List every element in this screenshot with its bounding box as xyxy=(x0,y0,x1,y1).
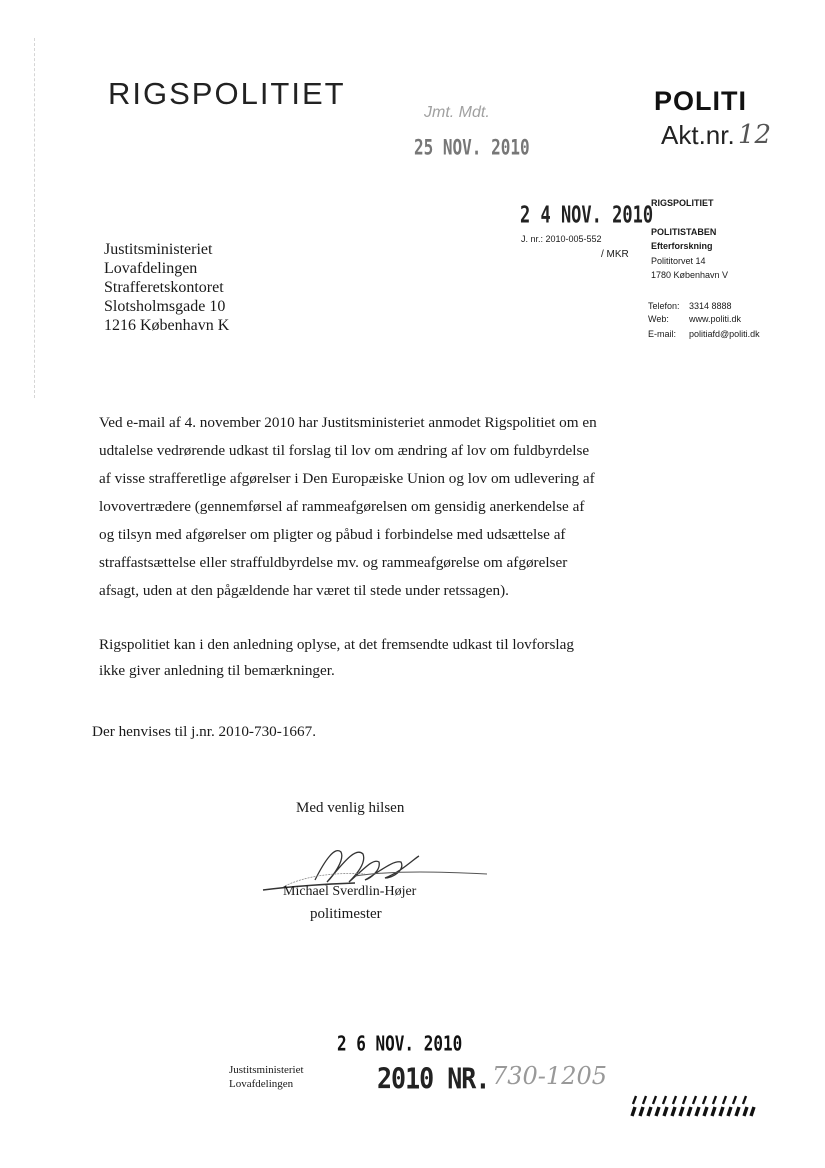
contact-email-value: politiafd@politi.dk xyxy=(689,329,760,339)
receipt-stamp-line: Lovafdelingen xyxy=(229,1078,294,1090)
stamp-number-handwritten: 730-1205 xyxy=(492,1062,607,1090)
sender-unit: Efterforskning xyxy=(651,241,713,251)
sender-dept: POLITISTABEN xyxy=(651,227,717,237)
letter-date-stamp: 2 4 NOV. 2010 xyxy=(520,202,654,229)
stamp-jmt: Jmt. Mdt. xyxy=(424,104,490,121)
recipient-line: Lovafdelingen xyxy=(104,260,198,277)
case-initials: / MKR xyxy=(601,249,629,260)
body-paragraph-1-line: udtalelse vedrørende udkast til forslag til lov om ændring af lov om fuldbyrdelse xyxy=(99,442,590,459)
closing-greeting: Med venlig hilsen xyxy=(296,800,405,816)
recipient-line: 1216 København K xyxy=(104,317,230,334)
body-paragraph-1-line: lovovertrædere (gennemførsel af rammeafgørelsen om gensidig anerkendelse af xyxy=(99,498,585,515)
stamp-receipt-date: 2 6 NOV. 2010 xyxy=(337,1031,463,1056)
journal-number: J. nr.: 2010-005-552 xyxy=(521,234,602,244)
body-paragraph-1-line: afsagt, uden at den pågældende har været til stede under retssagen). xyxy=(99,582,509,599)
contact-web-value: www.politi.dk xyxy=(689,314,742,324)
akt-nr-label: Akt.nr. xyxy=(661,120,735,150)
stamp-number-year: 2010 NR. xyxy=(377,1062,490,1096)
recipient-line: Strafferetskontoret xyxy=(104,279,224,296)
recipient-line: Slotsholmsgade 10 xyxy=(104,298,226,315)
contact-web-label: Web: xyxy=(648,314,669,324)
scan-margin-line xyxy=(34,38,35,398)
sender-org: RIGSPOLITIET xyxy=(651,198,714,208)
body-paragraph-1-line: og tilsyn med afgørelser om pligter og påbud i forbindelse med udsættelse af xyxy=(99,526,566,543)
akt-nr-handwritten: 12 xyxy=(738,120,772,150)
police-stripe-logo xyxy=(630,1094,756,1118)
contact-email-label: E-mail: xyxy=(648,329,677,339)
body-paragraph-3: Der henvises til j.nr. 2010-730-1667. xyxy=(92,723,316,740)
body-paragraph-1-line: straffastsættelse eller straffuldbyrdelse mv. og rammeafgørelse om afgørelser xyxy=(99,554,568,571)
signer-title: politimester xyxy=(310,906,382,922)
recipient-line: Justitsministeriet xyxy=(104,241,213,258)
politi-logo: POLITI xyxy=(654,86,747,116)
org-title: RIGSPOLITIET xyxy=(108,76,346,111)
body-paragraph-1-line: af visse strafferetlige afgørelser i Den Europæiske Union og lov om udlevering af xyxy=(99,470,595,487)
stamp-received-date: 25 NOV. 2010 xyxy=(414,134,530,160)
contact-phone-value: 3314 8888 xyxy=(689,301,732,311)
body-paragraph-2-line: Rigspolitiet kan i den anledning oplyse, at det fremsendte udkast til lovforslag xyxy=(99,636,574,653)
receipt-stamp-line: Justitsministeriet xyxy=(229,1064,304,1076)
signer-name: Michael Sverdlin-Højer xyxy=(283,884,417,899)
sender-street: Polititorvet 14 xyxy=(651,256,706,266)
contact-phone-label: Telefon: xyxy=(648,301,680,311)
sender-postal: 1780 København V xyxy=(651,270,729,280)
body-paragraph-2-line: ikke giver anledning til bemærkninger. xyxy=(99,662,335,679)
body-paragraph-1-line: Ved e-mail af 4. november 2010 har Justitsministeriet anmodet Rigspolitiet om en xyxy=(99,414,597,431)
